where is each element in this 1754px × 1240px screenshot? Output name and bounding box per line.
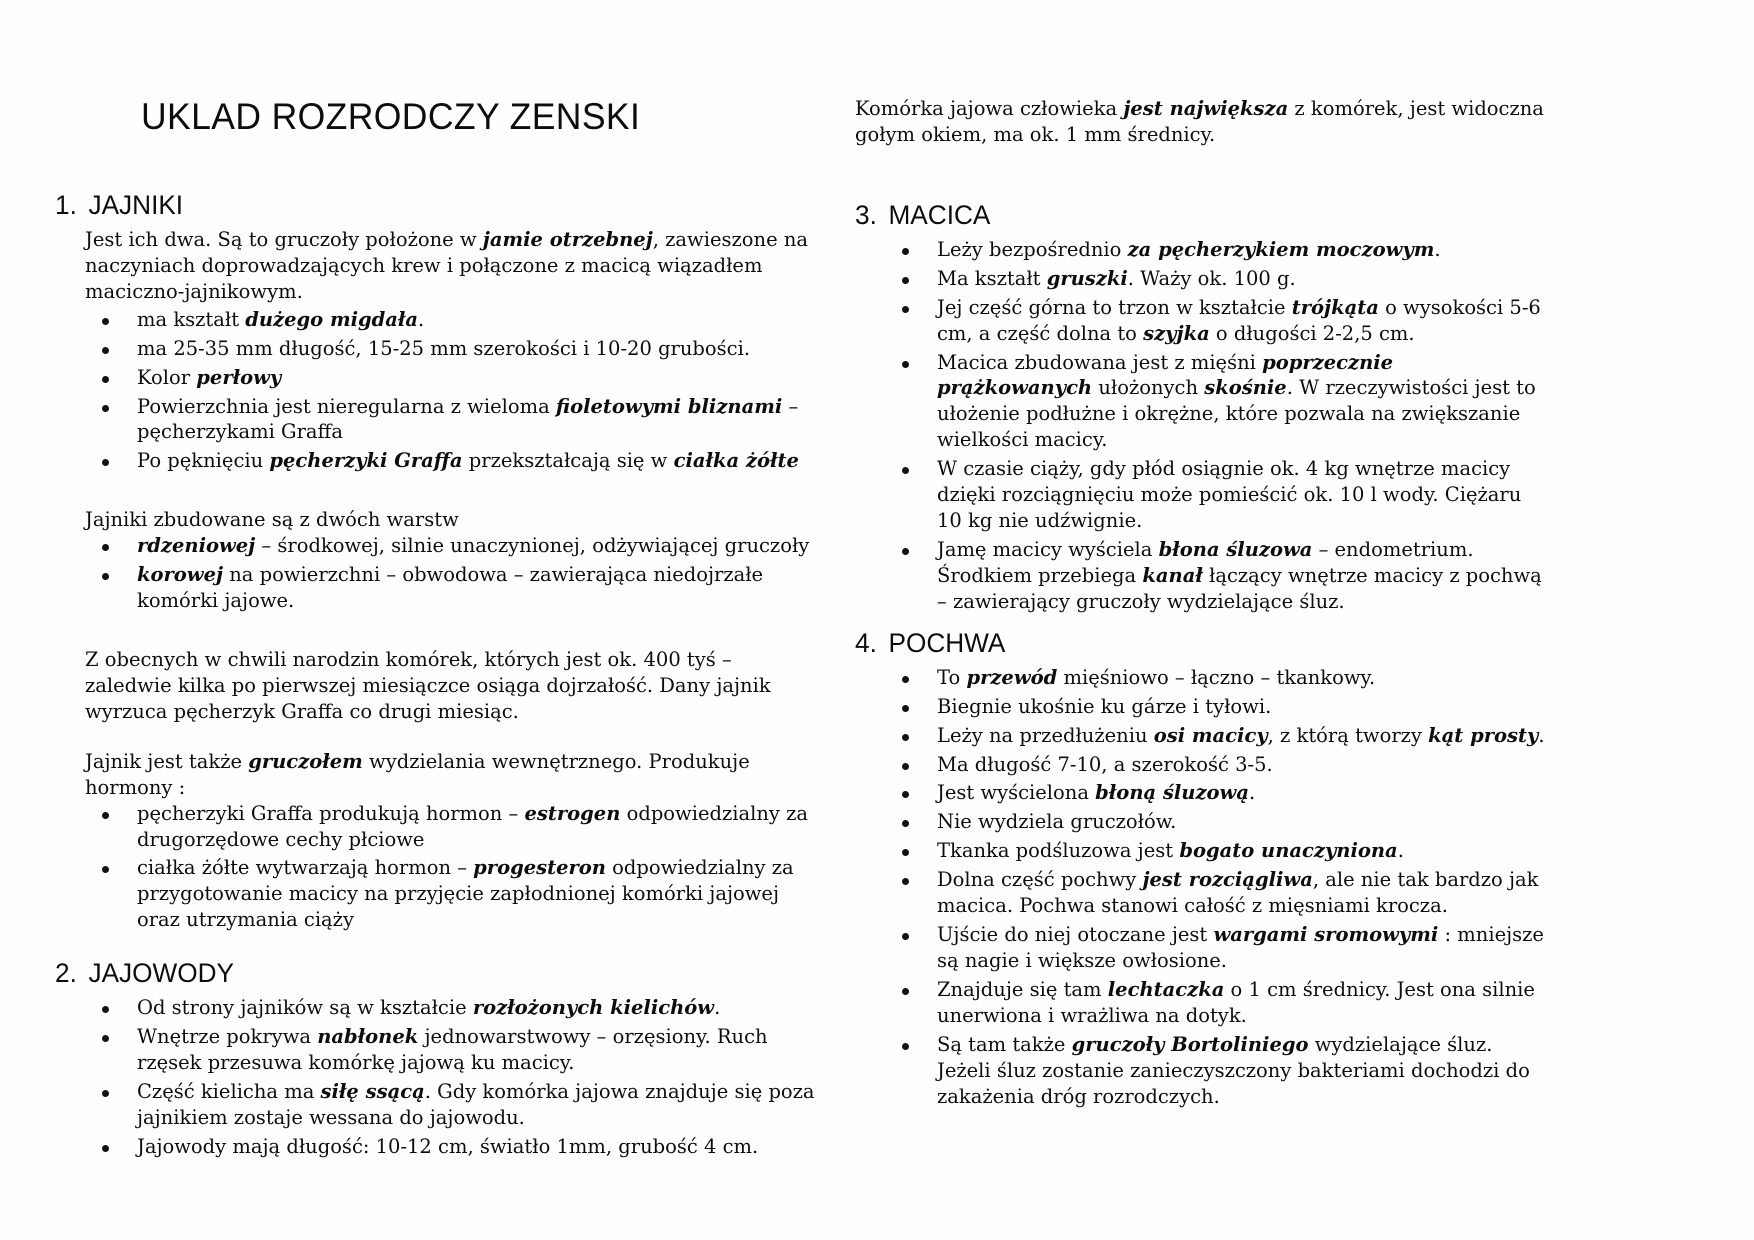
list-item — [85, 1134, 815, 1160]
section-heading-macica — [855, 200, 1526, 231]
list-item — [885, 295, 1547, 347]
text-run: Leży na przedłużeniu — [937, 723, 1154, 747]
emphasis-run: rozłożonych kielichów — [472, 996, 715, 1020]
list-item — [85, 1024, 815, 1076]
text-run: wydzielające śluz. Jeżeli śluz zostanie zanieczyszczony bakteriami dochodzi do zakażenia dróg rozrodczych. — [937, 1032, 1530, 1108]
emphasis-run: gruczoły Bortoliniego — [1071, 1032, 1309, 1056]
text-run: ciałka żółte wytwarzają hormon – — [137, 856, 474, 880]
list-item — [885, 723, 1547, 749]
emphasis-run: progesteron — [473, 856, 606, 880]
text-run: jednowarstwowy – orzęsiony. Ruch rzęsek przesuwa komórkę jajową ku macicy. — [137, 1025, 768, 1075]
list-item — [85, 394, 815, 446]
list-item — [85, 307, 815, 333]
jajowody-bullet-list — [85, 995, 815, 1160]
text-run: . W rzeczywistości jest to ułożenie podłużne i okrężne, które pozwala na zwiększanie wielkości macicy. — [937, 376, 1536, 452]
komorka-jajowa-paragraph — [855, 96, 1547, 148]
emphasis-run: błona śluzowa — [1158, 537, 1313, 561]
text-run: Biegnie ukośnie ku gárze i tyłowi. — [937, 694, 1272, 718]
text-run: : mniejsze są nagie i większe owłosione. — [937, 923, 1544, 972]
text-run: odpowiedzialny za przygotowanie macicy na przyjęcie zapłodnionej komórki jajowej oraz utrzymania ciąży — [137, 856, 794, 932]
section-heading-pochwa — [855, 628, 1526, 659]
emphasis-run: jest największa — [1123, 97, 1289, 120]
text-run: Po pęknięciu — [137, 449, 270, 473]
text-run: To — [937, 665, 967, 689]
list-item — [885, 977, 1547, 1029]
emphasis-run: fioletowymi bliznami — [555, 394, 783, 418]
section-number: 1. — [55, 190, 77, 220]
spacer — [55, 727, 815, 749]
warstwy-lead: Jajniki zbudowane są z dwóch warstw — [85, 508, 459, 532]
emphasis-run: lechtaczka — [1107, 977, 1225, 1001]
emphasis-run: przewód — [966, 665, 1058, 689]
list-item — [885, 350, 1547, 454]
list-item — [85, 336, 815, 362]
list-item — [85, 533, 815, 559]
text-run: Komórka jajowa człowieka — [855, 97, 1124, 120]
text-run: Jest ich dwa. Są to gruczoły położone w — [85, 228, 483, 251]
text-run: o 1 cm średnicy. Jest ona silnie unerwiona i wrażliwa na dotyk. — [937, 977, 1535, 1027]
text-run: Są tam także — [937, 1032, 1072, 1056]
emphasis-run: jest rozciągliwa — [1142, 868, 1313, 892]
text-run: odpowiedzialny za drugorzędowe cechy płciowe — [137, 801, 809, 851]
text-run: Jajnik jest także — [85, 749, 249, 773]
emphasis-run: estrogen — [524, 801, 621, 825]
emphasis-run: perłowy — [196, 365, 282, 389]
text-run: Jest wyścielona — [937, 781, 1096, 805]
text-run: Część kielicha ma — [137, 1079, 321, 1103]
text-run: . — [418, 307, 425, 331]
list-item — [885, 780, 1547, 806]
macica-bullet-list — [885, 237, 1547, 615]
text-run: Wnętrze pokrywa — [137, 1025, 318, 1049]
text-run: , ale nie tak bardzo jak macica. Pochwa stanowi całość z mięsniami krocza. — [937, 868, 1539, 918]
text-run: – endometrium. Środkiem przebiega — [937, 537, 1474, 587]
list-item — [885, 456, 1547, 534]
text-run: Kolor — [137, 365, 197, 389]
spacer — [847, 618, 1547, 628]
warstwy-bullet-list — [85, 533, 815, 614]
komorek-paragraph: Z obecnych w chwili narodzin komórek, których jest ok. 400 tyś – zaledwie kilka po pierwszej miesiączce osiąga dojrzałość. Dany jajnik wyrzuca pęcherzyk Graffa co drugi miesiąc. — [85, 647, 771, 723]
section-title: POCHWA — [888, 627, 1006, 658]
text-run: Ma kształt — [937, 266, 1047, 290]
text-run: W czasie ciąży, gdy płód osiągnie ok. 4 kg wnętrze macicy dzięki rozciągnięciu może pomieścić ok. 10 l wody. Ciężaru 10 kg nie udźwignie. — [937, 457, 1522, 533]
emphasis-run: wargami sromowymi — [1213, 923, 1439, 947]
hormony-lead-paragraph — [85, 749, 815, 801]
emphasis-run: błoną śluzową — [1095, 781, 1249, 805]
pochwa-bullet-list — [885, 665, 1547, 1110]
list-item — [885, 922, 1547, 974]
spacer — [55, 617, 815, 647]
section-heading-jajowody — [55, 958, 792, 989]
text-run: z komórek, jest widoczna gołym okiem, ma ok. 1 mm średnicy. — [855, 97, 1544, 146]
spacer — [847, 148, 1547, 178]
emphasis-run: skośnie — [1204, 376, 1287, 400]
emphasis-run: korowej — [137, 563, 224, 587]
page-title: UKLAD ROZRODCZY ZENSKI — [141, 96, 641, 137]
emphasis-run: rdzeniowej — [137, 534, 256, 558]
emphasis-run: gruczołem — [248, 749, 363, 773]
section-title: JAJOWODY — [88, 958, 235, 989]
text-run: Dolna część pochwy — [937, 868, 1143, 892]
hormony-bullet-list — [85, 801, 815, 934]
list-item — [885, 809, 1547, 835]
emphasis-run: nabłonek — [317, 1025, 419, 1049]
text-run: , z którą tworzy — [1267, 723, 1429, 747]
list-item — [85, 448, 815, 474]
left-column — [55, 0, 815, 1240]
text-run: ma kształt — [137, 307, 246, 331]
jajniki-intro-paragraph — [85, 227, 815, 305]
text-run: . — [1538, 723, 1545, 747]
emphasis-run: jamie otrzebnej — [482, 228, 653, 251]
list-item — [885, 838, 1547, 864]
text-run: Znajduje się tam — [937, 977, 1108, 1001]
emphasis-run: kanał — [1142, 563, 1203, 587]
spacer — [55, 936, 815, 958]
list-item — [85, 562, 815, 614]
section-number: 4. — [855, 627, 877, 658]
emphasis-run: dużego migdała — [245, 307, 419, 331]
text-run: łączący wnętrze macicy z pochwą – zawierający gruczoły wydzielające śluz. — [937, 563, 1542, 613]
list-item — [885, 537, 1547, 615]
text-run: Nie wydziela gruczołów. — [937, 810, 1177, 834]
section-title: JAJNIKI — [88, 190, 184, 220]
list-item — [885, 752, 1547, 778]
emphasis-run: poprzecznie prążkowanych — [937, 350, 1394, 400]
list-item — [85, 995, 815, 1021]
text-run: ma 25-35 mm długość, 15-25 mm szerokości i 10-20 grubości. — [137, 336, 751, 360]
text-run: pęcherzyki Graffa produkują hormon – — [137, 801, 525, 825]
text-run: . Gdy komórka jajowa znajduje się poza jajnikiem zostaje wessana do jajowodu. — [137, 1079, 815, 1129]
text-run: przekształcają się w — [462, 449, 674, 473]
text-run: Jej część górna to trzon w kształcie — [937, 295, 1292, 319]
list-item — [885, 694, 1547, 720]
spacer — [55, 477, 815, 507]
spacer — [847, 178, 1547, 200]
emphasis-run: szyjka — [1143, 321, 1210, 345]
emphasis-run: trójkąta — [1291, 295, 1379, 319]
text-run: Powierzchnia jest nieregularna z wieloma — [137, 394, 556, 418]
emphasis-run: bogato unaczyniona — [1179, 839, 1398, 863]
text-run: – pęcherzykami Graffa — [137, 394, 799, 444]
text-run: mięśniowo – łączno – tkankowy. — [1057, 665, 1376, 689]
text-run: Tkanka podśluzowa jest — [937, 839, 1180, 863]
list-item — [885, 867, 1547, 919]
section-title: MACICA — [888, 199, 991, 230]
text-run: Jamę macicy wyściela — [937, 537, 1159, 561]
text-run: wydzielania wewnętrznego. Produkuje hormony : — [85, 749, 750, 799]
text-run: o wysokości 5-6 cm, a część dolna to — [937, 295, 1541, 345]
text-run: o długości 2-2,5 cm. — [1209, 321, 1415, 345]
text-run: Od strony jajników są w kształcie — [137, 996, 473, 1020]
section-heading-jajniki — [55, 190, 792, 221]
emphasis-run: siłę ssącą — [320, 1079, 425, 1103]
list-item — [885, 266, 1547, 292]
text-run: . — [1397, 839, 1404, 863]
list-item — [885, 665, 1547, 691]
text-run: Ma długość 7-10, a szerokość 3-5. — [937, 752, 1273, 776]
text-run: Ujście do niej otoczane jest — [937, 923, 1214, 947]
list-item — [885, 1032, 1547, 1110]
text-run: . — [714, 996, 721, 1020]
list-item — [85, 365, 815, 391]
right-column — [847, 0, 1547, 1240]
emphasis-run: gruszki — [1046, 266, 1128, 290]
text-run: Leży bezpośrednio — [937, 237, 1128, 261]
list-item — [85, 801, 815, 853]
text-run: . Waży ok. 100 g. — [1127, 266, 1296, 290]
text-run: na powierzchni – obwodowa – zawierająca niedojrzałe komórki jajowe. — [137, 563, 764, 613]
jajniki-bullet-list — [85, 307, 815, 475]
emphasis-run: kąt prosty — [1428, 723, 1539, 747]
emphasis-run: osi macicy — [1153, 723, 1268, 747]
text-run: Macica zbudowana jest z mięśni — [937, 350, 1263, 374]
text-run: . — [1434, 237, 1441, 261]
text-run: , zawieszone na naczyniach doprowadzających krew i połączone z macicą wiązadłem maciczno-jajnikowym. — [85, 228, 809, 303]
text-run: . — [1248, 781, 1256, 805]
list-item — [85, 855, 815, 933]
list-item — [85, 1079, 815, 1131]
emphasis-run: pęcherzyki Graffa — [269, 449, 463, 473]
list-item — [885, 237, 1547, 263]
text-run: ułożonych — [1092, 376, 1205, 400]
section-number: 3. — [855, 199, 877, 230]
text-run: Jajowody mają długość: 10-12 cm, światło 1mm, grubość 4 cm. — [137, 1134, 759, 1158]
emphasis-run: ciałka żółte — [673, 449, 799, 473]
emphasis-run: za pęcherzykiem moczowym — [1127, 237, 1435, 261]
text-run: – środkowej, silnie unaczynionej, odżywiającej gruczoły — [255, 534, 810, 558]
section-number: 2. — [55, 958, 77, 989]
